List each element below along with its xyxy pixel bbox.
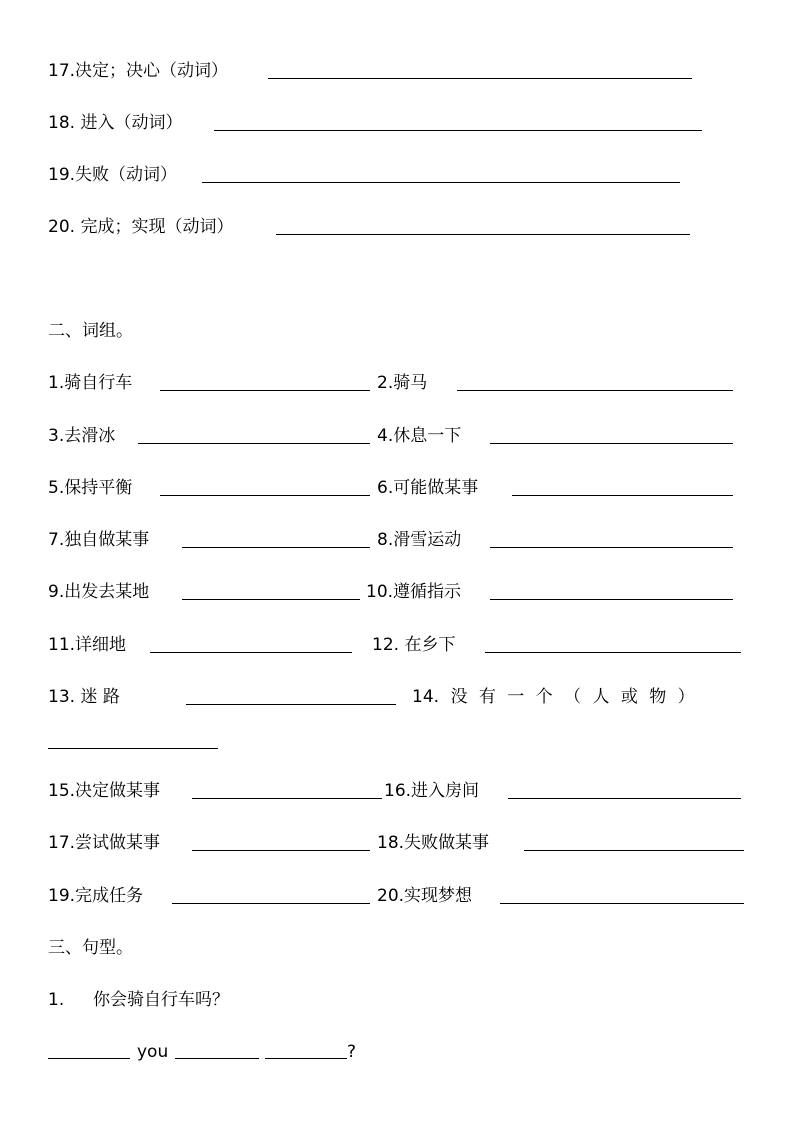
phrase-item-20: [377, 881, 472, 911]
answer-blank[interactable]: [160, 495, 370, 496]
answer-blank[interactable]: [182, 547, 370, 548]
phrase-label: 7.独自做某事: [48, 530, 150, 550]
answer-blank[interactable]: [192, 850, 370, 851]
answer-blank[interactable]: [48, 1058, 130, 1059]
phrase-item-12: [372, 630, 455, 660]
phrase-item-9: [48, 577, 149, 607]
phrase-item-10: [366, 577, 461, 607]
question-prompt: 你会骑自行车吗？: [93, 990, 230, 1010]
phrase-label: 2.骑马: [377, 373, 428, 393]
answer-blank[interactable]: [265, 1058, 347, 1059]
phrase-item-15: [48, 776, 160, 806]
answer-blank[interactable]: [500, 903, 744, 904]
vocab-item-20: [48, 212, 233, 242]
phrase-item-16: [384, 776, 479, 806]
sentence-word: you: [137, 1042, 169, 1062]
phrase-label: 3.去滑冰: [48, 426, 116, 446]
phrase-label: 5.保持平衡: [48, 478, 133, 498]
answer-blank[interactable]: [214, 130, 702, 131]
phrase-item-17: [48, 828, 160, 858]
phrase-item-6: [377, 473, 478, 503]
answer-blank[interactable]: [457, 390, 733, 391]
answer-blank[interactable]: [490, 599, 733, 600]
phrase-label: 18.失败做某事: [377, 833, 490, 853]
answer-blank[interactable]: [524, 850, 744, 851]
phrase-label: 15.决定做某事: [48, 781, 161, 801]
answer-blank[interactable]: [138, 443, 370, 444]
phrase-label: 19.完成任务: [48, 886, 144, 906]
answer-blank[interactable]: [150, 652, 352, 653]
phrase-item-4: [377, 421, 461, 451]
phrase-label: 11.详细地: [48, 635, 127, 655]
vocab-label: 20. 完成；实现（动词）: [48, 217, 234, 237]
section-heading-sentences: 三、句型。: [48, 938, 133, 958]
answer-blank[interactable]: [490, 443, 733, 444]
question-number: 1.: [48, 990, 65, 1010]
answer-blank[interactable]: [268, 78, 692, 79]
phrase-label: 6.可能做某事: [377, 478, 479, 498]
answer-blank[interactable]: [182, 599, 360, 600]
answer-blank[interactable]: [160, 390, 370, 391]
vocab-label: 19.失败（动词）: [48, 165, 178, 185]
answer-blank[interactable]: [202, 182, 680, 183]
phrase-label: 12. 在乡下: [372, 635, 456, 655]
sentence-end-mark: ?: [347, 1042, 357, 1062]
vocab-item-17: [48, 56, 228, 86]
phrase-label: 20.实现梦想: [377, 886, 473, 906]
vocab-label: 17.决定；决心（动词）: [48, 61, 229, 81]
answer-blank[interactable]: [276, 234, 690, 235]
answer-blank[interactable]: [186, 704, 396, 705]
phrase-item-14: [412, 682, 695, 712]
answer-blank[interactable]: [512, 495, 733, 496]
phrase-item-19: [48, 881, 143, 911]
phrase-item-3: [48, 421, 115, 451]
phrase-label: 14. 没 有 一 个 （ 人 或 物 ）: [412, 687, 695, 707]
sentence-question-1: [48, 985, 229, 1015]
answer-blank[interactable]: [508, 798, 741, 799]
phrase-label: 1.骑自行车: [48, 373, 133, 393]
phrase-label: 10.遵循指示: [366, 582, 462, 602]
phrase-item-1: [48, 368, 132, 398]
phrase-label: 13. 迷 路: [48, 687, 120, 707]
phrase-item-13: [48, 682, 120, 712]
phrase-item-11: [48, 630, 126, 660]
phrase-label: 16.进入房间: [384, 781, 480, 801]
vocab-item-19: [48, 160, 177, 190]
answer-blank[interactable]: [490, 547, 733, 548]
phrase-item-7: [48, 525, 149, 555]
answer-blank[interactable]: [192, 798, 382, 799]
phrase-label: 9.出发去某地: [48, 582, 150, 602]
phrase-label: 17.尝试做某事: [48, 833, 161, 853]
phrase-label: 8.滑雪运动: [377, 530, 462, 550]
answer-blank[interactable]: [172, 903, 370, 904]
answer-blank[interactable]: [485, 652, 741, 653]
phrase-item-2: [377, 368, 427, 398]
phrase-item-5: [48, 473, 132, 503]
vocab-item-18: [48, 108, 182, 138]
answer-blank[interactable]: [48, 748, 218, 749]
phrase-label: 4.休息一下: [377, 426, 462, 446]
vocab-label: 18. 进入（动词）: [48, 113, 183, 133]
answer-blank[interactable]: [175, 1058, 259, 1059]
phrase-item-18: [377, 828, 489, 858]
phrase-item-8: [377, 525, 461, 555]
section-heading-phrases: 二、词组。: [48, 321, 133, 341]
